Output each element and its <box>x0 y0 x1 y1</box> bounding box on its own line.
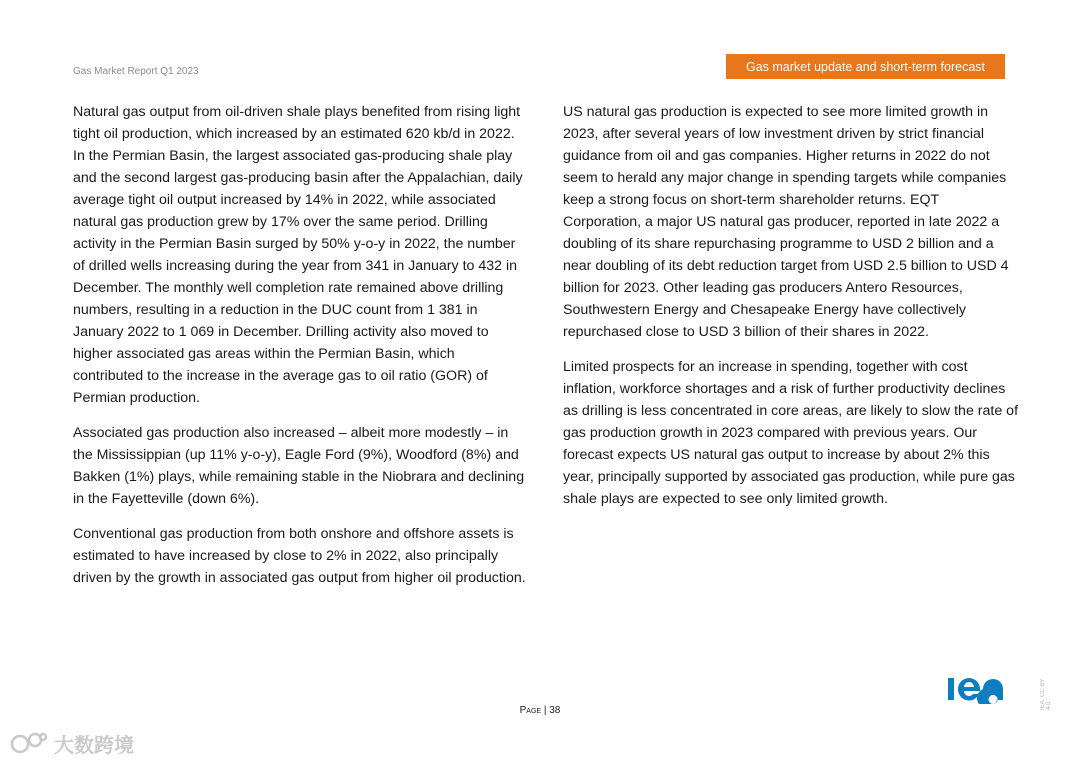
paragraph: Associated gas production also increased – albeit more modestly – in the Mississippian (up 11% y-o-y), Eagle Ford (9%), Woodford (8%) and Bakken (1%) plays, while remaining stable in the Niobrara and declining in the Fayetteville (down 6%). <box>73 425 525 507</box>
page-separator: | <box>543 705 547 716</box>
license-text: IEA. CC BY 4.0. <box>1040 678 1052 710</box>
page-number <box>0 705 1080 716</box>
right-column <box>563 101 1018 523</box>
page-label: Page <box>519 705 542 716</box>
watermark-text: 大数跨境 <box>54 732 134 757</box>
paragraph: Limited prospects for an increase in spending, together with cost inflation, workforce shortages and a risk of further productivity declines as drilling is less concentrated in core areas, are likely to slow the rate of gas production growth in 2023 compared with previous years. Our forecast expects US natural gas output to increase by about 2% this year, principally supported by associated gas production, while pure gas shale plays are expected to see only limited growth. <box>563 359 1019 507</box>
watermark <box>8 728 134 758</box>
section-tag: Gas market update and short-term forecast <box>726 54 1005 79</box>
watermark-icon <box>8 730 48 756</box>
report-title: Gas Market Report Q1 2023 <box>73 66 199 77</box>
left-column <box>73 101 528 602</box>
paragraph: Natural gas output from oil-driven shale plays benefited from rising light tight oil production, which increased by an estimated 620 kb/d in 2022. In the Permian Basin, the largest associated gas-producing shale play and the second largest gas-producing basin after the Appalachian, daily average tight oil output increased by 14% in 2022, while associated natural gas production grew by 17% over the same period. Drilling activity in the Permian Basin surged by 50% y-o-y in 2022, the number of drilled wells increasing during the year from 341 in January to 432 in December. The monthly well completion rate remained above drilling numbers, resulting in a reduction in the DUC count from 1 381 in January 2022 to 1 069 in December. Drilling activity also moved to higher associated gas areas within the Permian Basin, which contributed to the increase in the average gas to oil ratio (GOR) of Permian production. <box>73 104 523 406</box>
iea-logo <box>946 674 1008 704</box>
page-value: 38 <box>549 705 561 716</box>
paragraph: Conventional gas production from both onshore and offshore assets is estimated to have increased by close to 2% in 2022, also principally driven by the growth in associated gas output from higher oil production. <box>73 526 526 586</box>
paragraph: US natural gas production is expected to see more limited growth in 2023, after several years of low investment driven by strict financial guidance from oil and gas companies. Higher returns in 2022 do not seem to herald any major change in spending targets while companies keep a strong focus on short-term shareholder returns. EQT Corporation, a major US natural gas producer, reported in late 2022 a doubling of its share repurchasing programme to USD 2 billion and a near doubling of its debt reduction target from USD 2.5 billion to USD 4 billion for 2023. Other leading gas producers Antero Resources, Southwestern Energy and Chesapeake Energy have collectively repurchased close to USD 3 billion of their shares in 2022. <box>563 104 1009 340</box>
